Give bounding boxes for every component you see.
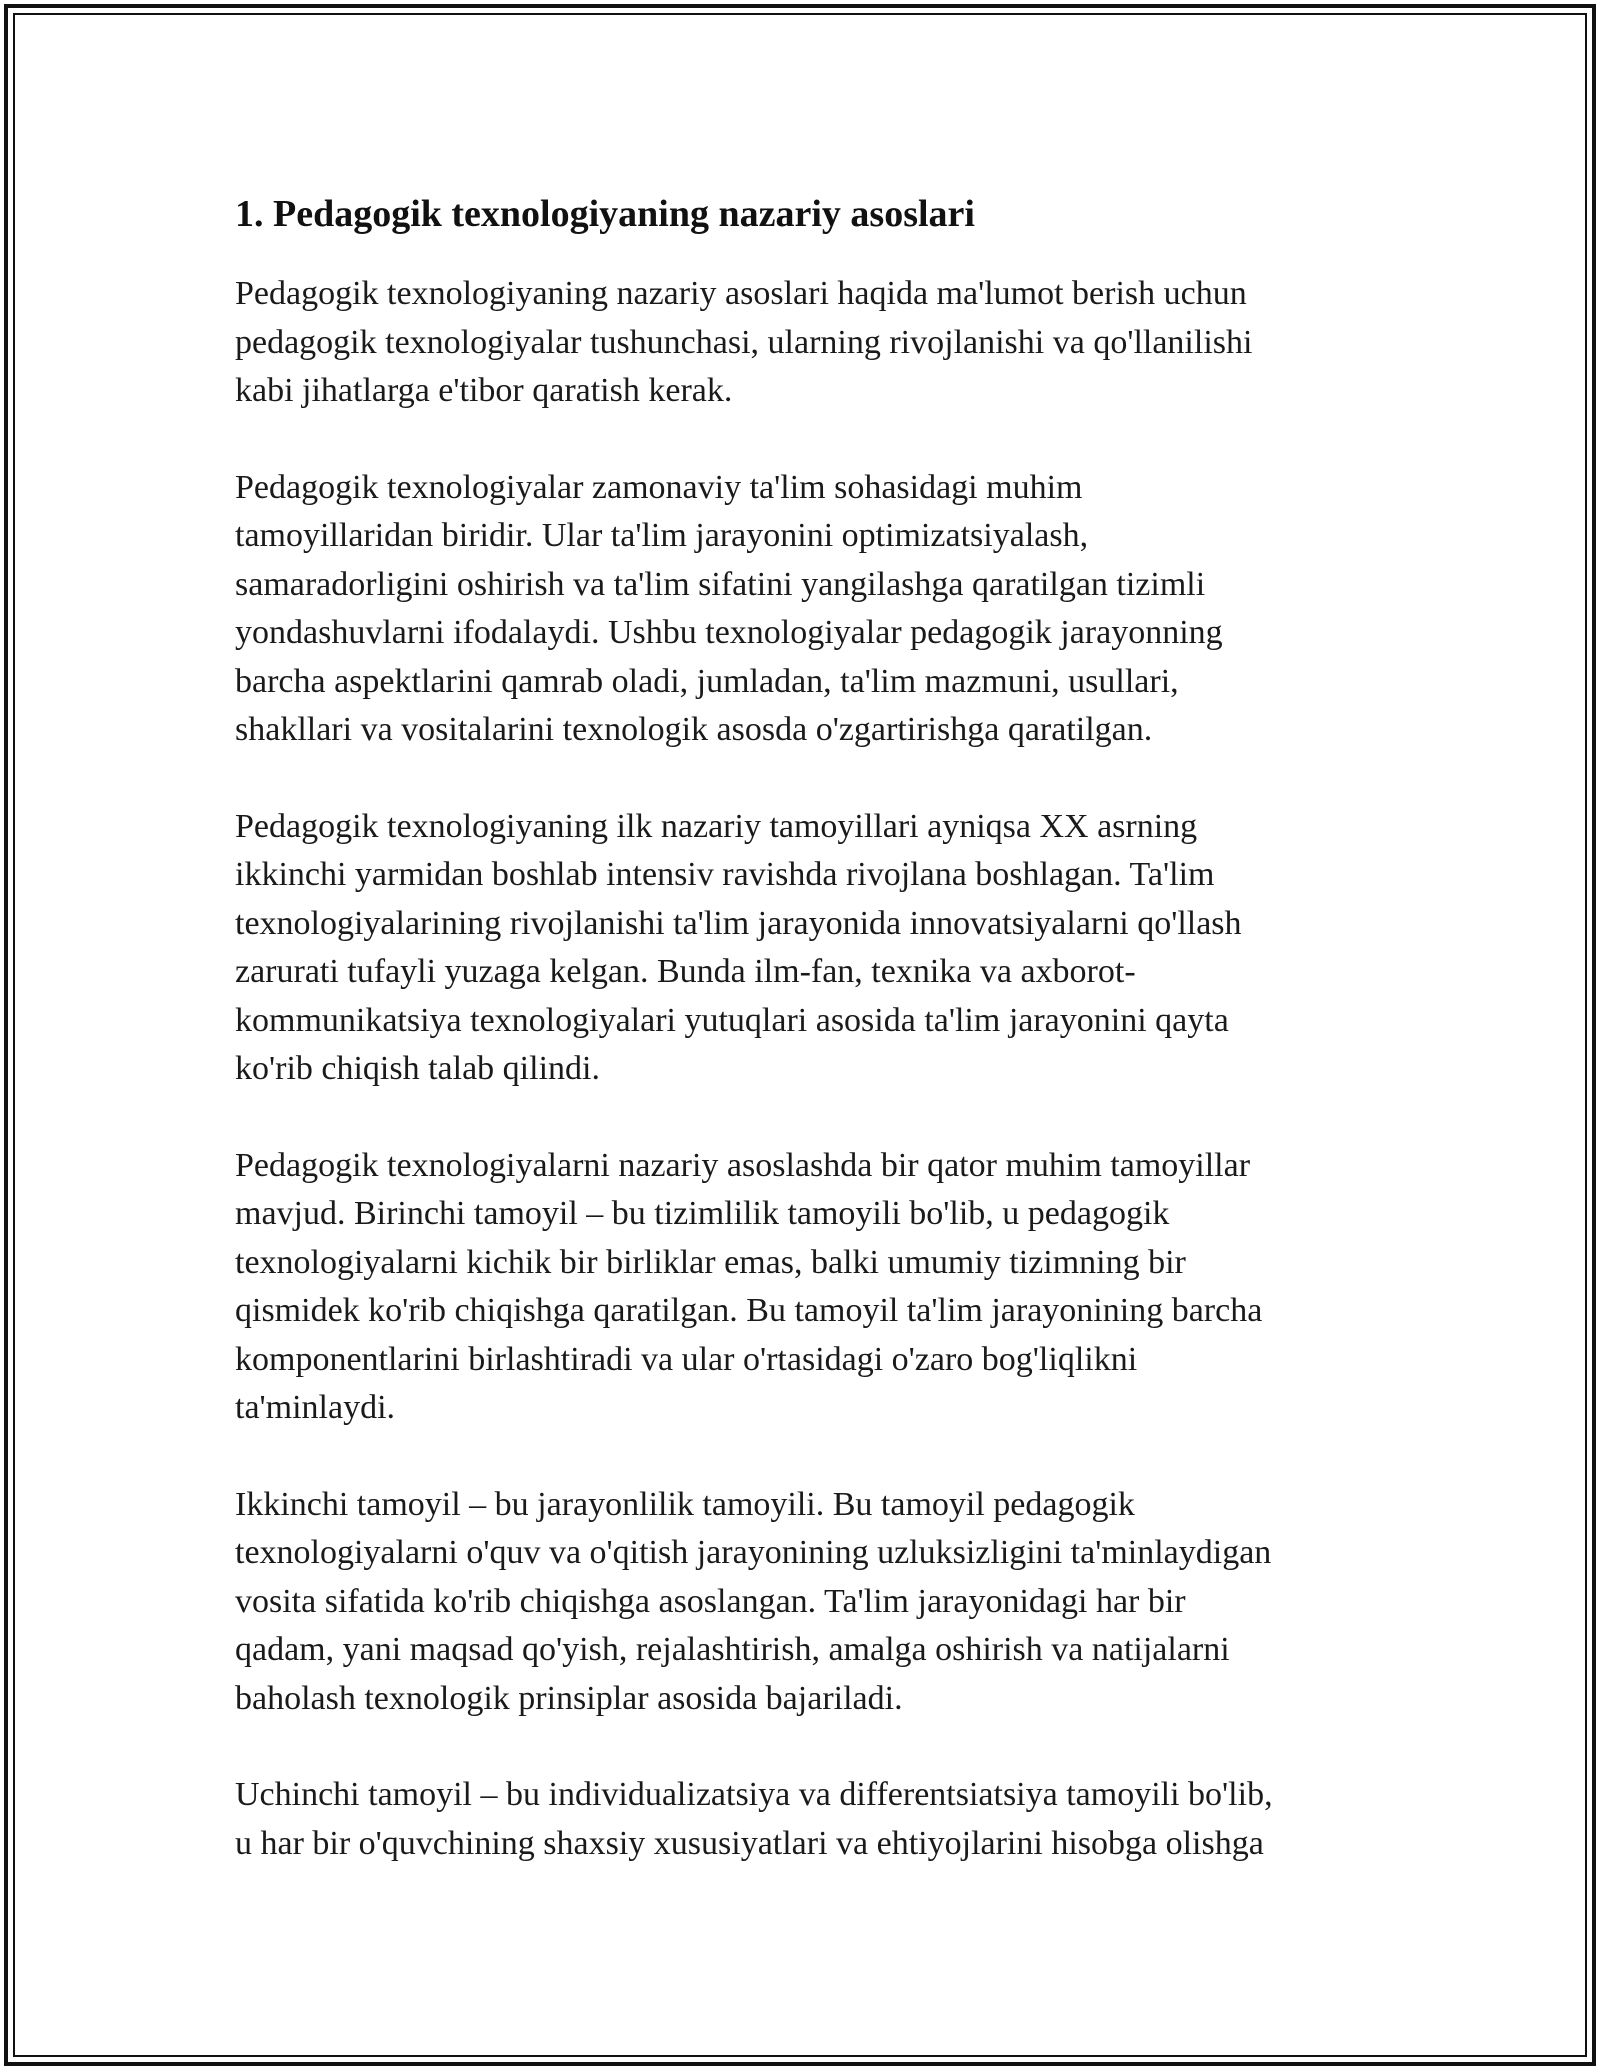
document-page [235, 186, 1365, 1868]
text-line: Pedagogik texnologiyalar zamonaviy ta'lim sohasidagi muhim [235, 468, 1083, 506]
text-line: u har bir o'quvchining shaxsiy xususiyatlari va ehtiyojlarini hisobga olishga [235, 1824, 1264, 1862]
text-line: komponentlarini birlashtiradi va ular o'rtasidagi o'zaro bog'liqlikni [235, 1340, 1138, 1378]
text-line: ta'minlaydi. [235, 1389, 396, 1426]
paragraph-4 [235, 1142, 1365, 1433]
text-line: Ikkinchi tamoyil – bu jarayonlilik tamoyili. Bu tamoyil pedagogik [235, 1485, 1135, 1523]
text-line: vosita sifatida ko'rib chiqishga asoslangan. Ta'lim jarayonidagi har bir [235, 1582, 1186, 1620]
text-line: texnologiyalarni o'quv va o'qitish jarayonining uzluksizligini ta'minlaydigan [235, 1534, 1272, 1571]
text-line: baholash texnologik prinsiplar asosida bajariladi. [235, 1679, 903, 1717]
text-line: samaradorligini oshirish va ta'lim sifatini yangilashga qaratilgan tizimli [235, 565, 1206, 603]
text-line: texnologiyalarining rivojlanishi ta'lim jarayonida innovatsiyalarni qo'llash [235, 904, 1242, 942]
text-line: ko'rib chiqish talab qilindi. [235, 1050, 600, 1087]
text-line: Pedagogik texnologiyaning ilk nazariy tamoyillari ayniqsa XX asrning [235, 807, 1198, 845]
paragraph-2 [235, 464, 1365, 755]
text-line: yondashuvlarni ifodalaydi. Ushbu texnologiyalar pedagogik jarayonning [235, 614, 1223, 651]
text-line: texnologiyalarni kichik bir birliklar emas, balki umumiy tizimning bir [235, 1243, 1186, 1281]
section-heading: 1. Pedagogik texnologiyaning nazariy asoslari [235, 193, 975, 235]
text-line: kommunikatsiya texnologiyalari yutuqlari asosida ta'lim jarayonini qayta [235, 1001, 1229, 1039]
paragraph-6 [235, 1771, 1365, 1868]
paragraph-1 [235, 270, 1365, 416]
text-line: barcha aspektlarini qamrab oladi, jumladan, ta'lim mazmuni, usullari, [235, 662, 1179, 700]
paragraph-3 [235, 803, 1365, 1094]
text-line: Pedagogik texnologiyalarni nazariy asoslashda bir qator muhim tamoyillar [235, 1146, 1251, 1184]
text-line: mavjud. Birinchi tamoyil – bu tizimlilik tamoyili bo'lib, u pedagogik [235, 1195, 1170, 1232]
text-line: Pedagogik texnologiyaning nazariy asoslari haqida ma'lumot berish uchun [235, 275, 1247, 312]
text-line: kabi jihatlarga e'tibor qaratish kerak. [235, 372, 733, 409]
paragraph-5 [235, 1481, 1365, 1724]
text-line: qismidek ko'rib chiqishga qaratilgan. Bu tamoyil ta'lim jarayonining barcha [235, 1292, 1263, 1329]
text-line: tamoyillaridan biridir. Ular ta'lim jarayonini optimizatsiyalash, [235, 517, 1089, 554]
text-line: zarurati tufayli yuzaga kelgan. Bunda ilm-fan, texnika va axborot- [235, 953, 1136, 990]
text-line: ikkinchi yarmidan boshlab intensiv ravishda rivojlana boshlagan. Ta'lim [235, 856, 1215, 893]
text-line: Uchinchi tamoyil – bu individualizatsiya va differentsiatsiya tamoyili bo'lib, [235, 1776, 1273, 1813]
text-line: qadam, yani maqsad qo'yish, rejalashtirish, amalga oshirish va natijalarni [235, 1631, 1230, 1668]
text-line: shakllari va vositalarini texnologik asosda o'zgartirishga qaratilgan. [235, 711, 1153, 748]
text-line: pedagogik texnologiyalar tushunchasi, ularning rivojlanishi va qo'llanilishi [235, 323, 1253, 361]
